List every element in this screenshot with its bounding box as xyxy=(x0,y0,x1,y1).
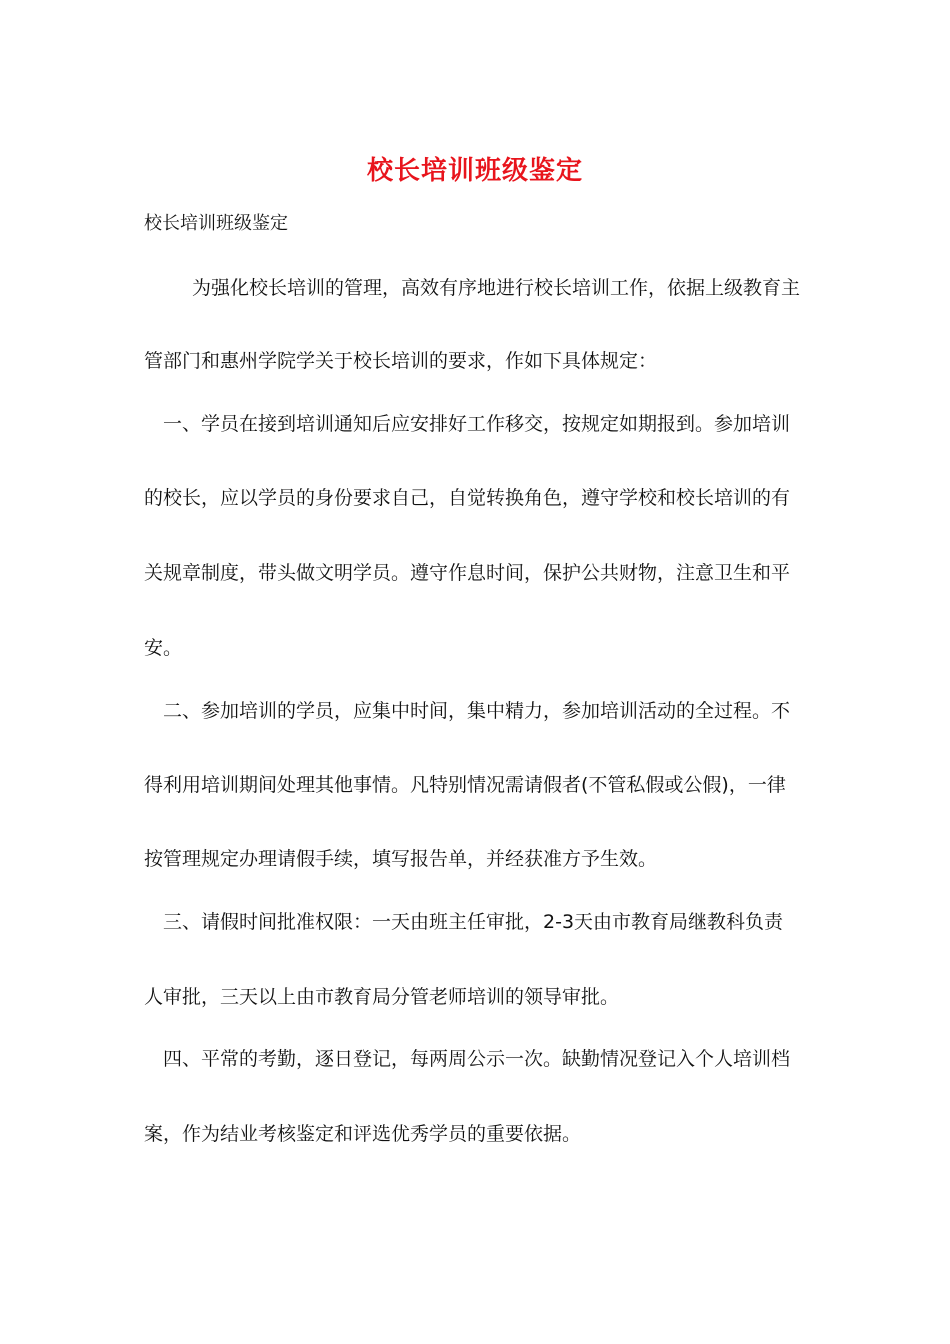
paragraph-rule-3-line-2: 人审批，三天以上由市教育局分管老师培训的领导审批。 xyxy=(144,986,620,1008)
paragraph-rule-1-line-4: 安。 xyxy=(144,637,183,659)
paragraph-rule-4-line-2: 案，作为结业考核鉴定和评选优秀学员的重要依据。 xyxy=(144,1123,582,1145)
paragraph-rule-4-line-1: 四、平常的考勤，逐日登记，每两周公示一次。缺勤情况登记入个人培训档 xyxy=(163,1048,791,1070)
paragraph-intro-line-1: 为强化校长培训的管理，高效有序地进行校长培训工作，依据上级教育主 xyxy=(192,277,801,299)
paragraph-rule-1-line-2: 的校长，应以学员的身份要求自己，自觉转换角色，遵守学校和校长培训的有 xyxy=(144,487,791,509)
paragraph-rule-2-line-2: 得利用培训期间处理其他事情。凡特别情况需请假者(不管私假或公假)，一律 xyxy=(144,774,786,796)
document-title: 校长培训班级鉴定 xyxy=(366,156,583,186)
document-subtitle: 校长培训班级鉴定 xyxy=(144,213,288,234)
paragraph-rule-2-line-1: 二、参加培训的学员，应集中时间，集中精力，参加培训活动的全过程。不 xyxy=(163,700,791,722)
paragraph-intro-line-2: 管部门和惠州学院学关于校长培训的要求，作如下具体规定： xyxy=(144,350,658,372)
paragraph-rule-2-line-3: 按管理规定办理请假手续，填写报告单，并经获准方予生效。 xyxy=(144,848,658,870)
paragraph-rule-1-line-1: 一、学员在接到培训通知后应安排好工作移交，按规定如期报到。参加培训 xyxy=(163,413,791,435)
paragraph-rule-1-line-3: 关规章制度，带头做文明学员。遵守作息时间，保护公共财物，注意卫生和平 xyxy=(144,562,791,584)
paragraph-rule-3-line-1: 三、请假时间批准权限：一天由班主任审批，2-3天由市教育局继教科负责 xyxy=(163,911,784,933)
